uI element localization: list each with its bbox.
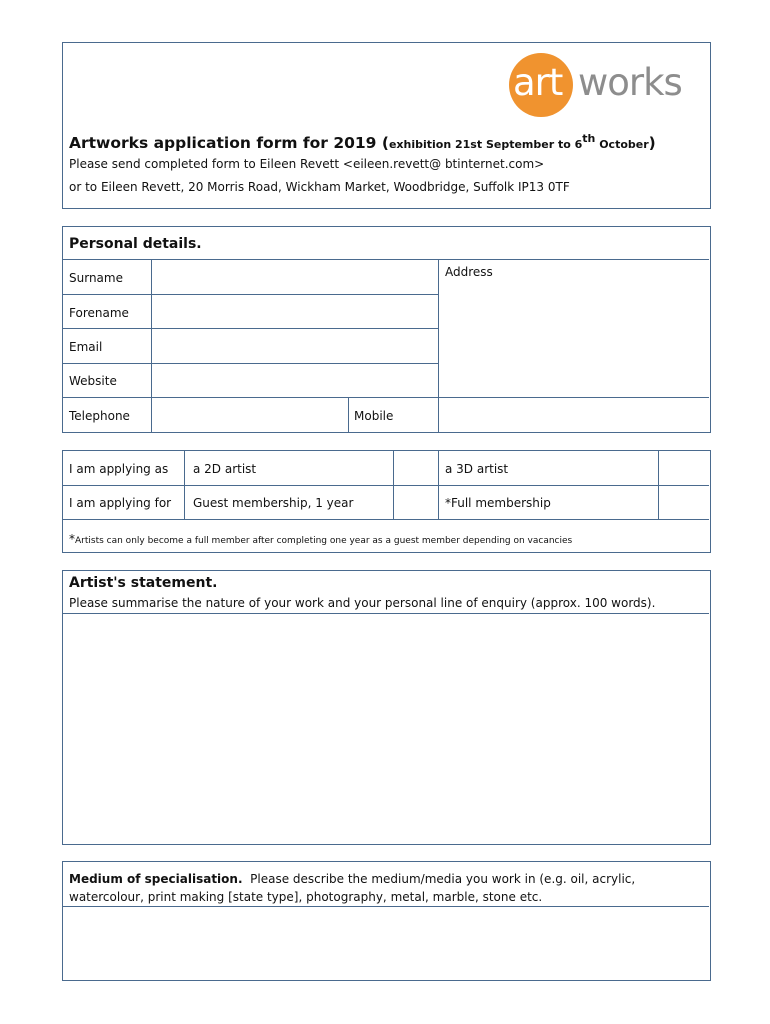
checkbox-guest-membership[interactable]: [395, 486, 437, 518]
artist-statement-box: [62, 570, 711, 845]
artist-statement-field[interactable]: [64, 615, 708, 843]
artist-statement-instruction: Please summarise the nature of your work and your personal line of enquiry (approx. 100 words).: [69, 596, 656, 610]
forename-field[interactable]: [153, 296, 437, 327]
artist-statement-heading: Artist's statement.: [69, 575, 218, 591]
checkbox-full-membership[interactable]: [660, 486, 708, 518]
address-field[interactable]: [440, 279, 708, 396]
applying-for-label: I am applying for: [69, 496, 172, 510]
address-label: Address: [445, 265, 493, 279]
email-field[interactable]: [153, 330, 437, 362]
website-field[interactable]: [153, 365, 437, 396]
website-label: Website: [69, 374, 117, 388]
medium-field[interactable]: [64, 908, 708, 979]
email-label: Email: [69, 340, 103, 354]
medium-heading: Medium of specialisation.: [69, 872, 243, 886]
forename-label: Forename: [69, 306, 129, 320]
option-guest-membership: Guest membership, 1 year: [193, 496, 354, 510]
applying-as-label: I am applying as: [69, 462, 169, 476]
option-3d-artist: a 3D artist: [445, 462, 509, 476]
mobile-label: Mobile: [354, 409, 394, 423]
personal-details-heading: Personal details.: [69, 236, 202, 252]
telephone-field[interactable]: [153, 399, 347, 431]
logo-text-works: works: [578, 61, 682, 104]
mobile-field[interactable]: [440, 399, 708, 431]
form-title: Artworks application form for 2019 (exhibition 21st September to 6th October): [69, 132, 656, 153]
send-instructions: Please send completed form to Eileen Revett <eileen.revett@ btinternet.com>: [69, 157, 545, 171]
checkbox-3d-artist[interactable]: [660, 452, 708, 484]
medium-box: [62, 861, 711, 981]
postal-address: or to Eileen Revett, 20 Morris Road, Wickham Market, Woodbridge, Suffolk IP13 0TF: [69, 180, 570, 194]
logo-text-art: art: [513, 61, 563, 104]
personal-details-box: [62, 226, 711, 433]
header-box: [62, 42, 711, 209]
option-full-membership: *Full membership: [445, 496, 551, 510]
surname-field[interactable]: [153, 261, 437, 293]
membership-note: *Artists can only become a full member after completing one year as a guest member depending on vacancies: [69, 532, 573, 546]
surname-label: Surname: [69, 271, 123, 285]
medium-description: Medium of specialisation. Please describe the medium/media you work in (e.g. oil, acrylic, watercolour, print making [state type], photography, metal, marble, stone etc.: [69, 872, 636, 904]
option-2d-artist: a 2D artist: [193, 462, 257, 476]
application-type-box: [62, 450, 711, 553]
telephone-label: Telephone: [69, 409, 130, 423]
checkbox-2d-artist[interactable]: [395, 452, 437, 484]
